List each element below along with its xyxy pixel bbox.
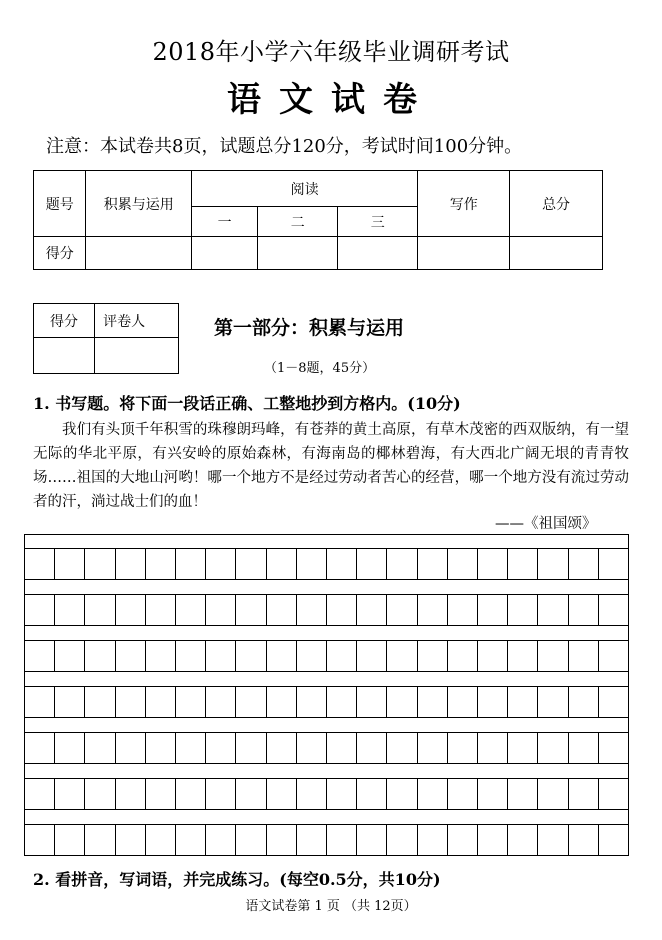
grid-row: [24, 778, 629, 810]
grid-spacer: [24, 718, 629, 732]
grid-cell[interactable]: [146, 595, 176, 625]
grid-cell[interactable]: [236, 549, 266, 579]
exam-subtitle: 语文试卷: [227, 80, 435, 120]
grid-cell[interactable]: [327, 641, 357, 671]
grid-cell[interactable]: [25, 549, 55, 579]
grid-cell[interactable]: [599, 825, 628, 855]
grid-cell[interactable]: [478, 687, 508, 717]
passage-text: 我们有头顶千年积雪的珠穆朗玛峰，有苍莽的黄土高原，有草木茂密的西双版纳，有一望无际的华北平原，有兴安岭的原始森林，有海南岛的椰林碧海，有大西北广阔无垠的青青牧场……祖国的大地山河哟！哪一个地方不是经过劳动者苦心的经营，哪一个地方没有流过劳动者的汗，淌过战士们的血！: [33, 422, 629, 510]
exam-notice: 注意：本试卷共8页，试题总分120分，考试时间100分钟。: [46, 136, 523, 157]
question-1-heading: 1. 书写题。将下面一段话正确、工整地抄到方格内。(10分): [33, 394, 461, 413]
grid-cell[interactable]: [538, 641, 568, 671]
item-number-label: 题号: [34, 171, 86, 237]
grid-cell[interactable]: [357, 641, 387, 671]
part-note: （1－8题，45分）: [264, 361, 376, 376]
grid-cell[interactable]: [508, 687, 538, 717]
grid-cell[interactable]: [85, 733, 115, 763]
grid-cell[interactable]: [25, 687, 55, 717]
grid-cell[interactable]: [25, 641, 55, 671]
grid-cell[interactable]: [357, 733, 387, 763]
grid-cell[interactable]: [236, 641, 266, 671]
reading-sub-1: 一: [192, 207, 258, 237]
grid-row: [24, 640, 629, 672]
grid-cell[interactable]: [538, 595, 568, 625]
grid-cell[interactable]: [297, 825, 327, 855]
grid-cell[interactable]: [176, 641, 206, 671]
grid-cell[interactable]: [55, 825, 85, 855]
grid-cell[interactable]: [599, 549, 628, 579]
grid-cell[interactable]: [297, 733, 327, 763]
grid-cell[interactable]: [55, 549, 85, 579]
grid-cell[interactable]: [478, 825, 508, 855]
grid-cell[interactable]: [387, 733, 417, 763]
grid-row: [24, 732, 629, 764]
reading-sub-2: 二: [258, 207, 338, 237]
total-header: 总分: [510, 171, 603, 237]
grid-cell[interactable]: [448, 549, 478, 579]
grid-cell[interactable]: [236, 825, 266, 855]
exam-title: 2018年小学六年级毕业调研考试: [152, 38, 510, 66]
grid-cell[interactable]: [357, 687, 387, 717]
grid-cell[interactable]: [206, 733, 236, 763]
grid-cell[interactable]: [418, 687, 448, 717]
page-footer: 语文试卷第 1 页 （共 12页）: [245, 899, 417, 914]
grid-cell[interactable]: [146, 549, 176, 579]
grid-cell[interactable]: [569, 549, 599, 579]
grid-cell[interactable]: [176, 779, 206, 809]
grid-spacer: [24, 764, 629, 778]
grid-cell[interactable]: [569, 825, 599, 855]
score-cell-writing[interactable]: [418, 237, 510, 270]
grid-cell[interactable]: [146, 687, 176, 717]
grid-cell[interactable]: [267, 779, 297, 809]
grid-cell[interactable]: [297, 687, 327, 717]
grid-spacer: [24, 534, 629, 548]
grid-cell[interactable]: [478, 549, 508, 579]
grid-cell[interactable]: [116, 825, 146, 855]
grid-cell[interactable]: [146, 733, 176, 763]
grid-cell[interactable]: [25, 595, 55, 625]
question-2-heading: 2. 看拼音，写词语，并完成练习。(每空0.5分，共10分): [33, 870, 441, 889]
grid-cell[interactable]: [387, 641, 417, 671]
grid-cell[interactable]: [55, 641, 85, 671]
grid-cell[interactable]: [357, 779, 387, 809]
grid-cell[interactable]: [599, 687, 628, 717]
grid-cell[interactable]: [538, 825, 568, 855]
grid-cell[interactable]: [267, 733, 297, 763]
grid-cell[interactable]: [538, 779, 568, 809]
grid-cell[interactable]: [538, 733, 568, 763]
grid-cell[interactable]: [569, 687, 599, 717]
grid-cell[interactable]: [116, 733, 146, 763]
grid-cell[interactable]: [478, 779, 508, 809]
grid-cell[interactable]: [569, 641, 599, 671]
grid-cell[interactable]: [55, 779, 85, 809]
grid-cell[interactable]: [267, 549, 297, 579]
writing-grid: [24, 534, 629, 862]
grid-cell[interactable]: [599, 733, 628, 763]
grid-cell[interactable]: [85, 641, 115, 671]
grid-cell[interactable]: [327, 595, 357, 625]
grid-cell[interactable]: [599, 779, 628, 809]
grid-cell[interactable]: [206, 825, 236, 855]
grid-cell[interactable]: [418, 549, 448, 579]
grid-cell[interactable]: [176, 687, 206, 717]
grid-cell[interactable]: [85, 595, 115, 625]
score-cell-reading-1[interactable]: [192, 237, 258, 270]
grader-score-label: 得分: [34, 304, 95, 338]
grid-cell[interactable]: [206, 549, 236, 579]
grid-cell[interactable]: [116, 779, 146, 809]
grid-cell[interactable]: [599, 641, 628, 671]
grid-cell[interactable]: [448, 595, 478, 625]
grid-row: [24, 594, 629, 626]
score-row-label: 得分: [34, 237, 86, 270]
score-table: [33, 170, 603, 270]
grid-cell[interactable]: [267, 687, 297, 717]
grid-cell[interactable]: [267, 825, 297, 855]
grid-cell[interactable]: [357, 549, 387, 579]
grid-cell[interactable]: [418, 779, 448, 809]
grid-cell[interactable]: [387, 687, 417, 717]
grid-cell[interactable]: [448, 825, 478, 855]
grid-cell[interactable]: [206, 779, 236, 809]
grid-cell[interactable]: [146, 641, 176, 671]
grid-cell[interactable]: [85, 549, 115, 579]
grid-cell[interactable]: [448, 733, 478, 763]
reading-sub-3: 三: [338, 207, 418, 237]
grid-cell[interactable]: [538, 549, 568, 579]
grid-cell[interactable]: [55, 687, 85, 717]
part-heading: 第一部分：积累与运用: [214, 317, 405, 339]
grid-cell[interactable]: [387, 825, 417, 855]
grid-cell[interactable]: [508, 733, 538, 763]
grid-cell[interactable]: [327, 779, 357, 809]
grid-cell[interactable]: [297, 549, 327, 579]
grid-cell[interactable]: [478, 595, 508, 625]
grid-cell[interactable]: [116, 641, 146, 671]
grid-cell[interactable]: [25, 779, 55, 809]
grid-cell[interactable]: [599, 595, 628, 625]
grid-cell[interactable]: [85, 687, 115, 717]
grid-spacer: [24, 626, 629, 640]
writing-header: 写作: [418, 171, 510, 237]
grid-cell[interactable]: [357, 595, 387, 625]
grid-cell[interactable]: [478, 733, 508, 763]
grid-cell[interactable]: [116, 595, 146, 625]
grid-cell[interactable]: [508, 549, 538, 579]
grid-cell[interactable]: [25, 825, 55, 855]
grid-cell[interactable]: [327, 733, 357, 763]
grid-cell[interactable]: [206, 595, 236, 625]
grid-cell[interactable]: [236, 595, 266, 625]
grid-cell[interactable]: [448, 779, 478, 809]
grid-row: [24, 824, 629, 856]
grid-cell[interactable]: [508, 825, 538, 855]
grid-cell[interactable]: [508, 595, 538, 625]
grid-cell[interactable]: [176, 595, 206, 625]
grid-cell[interactable]: [116, 687, 146, 717]
grid-cell[interactable]: [538, 687, 568, 717]
grid-cell[interactable]: [236, 779, 266, 809]
grid-cell[interactable]: [85, 779, 115, 809]
accumulation-header: 积累与运用: [86, 171, 192, 237]
grid-spacer: [24, 580, 629, 594]
grid-cell[interactable]: [267, 595, 297, 625]
grader-score-cell[interactable]: [34, 338, 95, 374]
score-cell-total[interactable]: [510, 237, 603, 270]
question-1-passage: [33, 418, 629, 514]
grid-cell[interactable]: [176, 825, 206, 855]
grid-cell[interactable]: [55, 733, 85, 763]
score-cell-reading-3[interactable]: [338, 237, 418, 270]
grader-name-label: 评卷人: [95, 304, 179, 338]
grid-cell[interactable]: [418, 595, 448, 625]
grid-cell[interactable]: [387, 549, 417, 579]
grid-cell[interactable]: [297, 641, 327, 671]
grid-cell[interactable]: [569, 733, 599, 763]
grid-cell[interactable]: [146, 825, 176, 855]
grid-cell[interactable]: [206, 687, 236, 717]
grid-cell[interactable]: [116, 549, 146, 579]
grid-cell[interactable]: [478, 641, 508, 671]
grid-cell[interactable]: [176, 733, 206, 763]
score-cell-reading-2[interactable]: [258, 237, 338, 270]
grid-cell[interactable]: [508, 779, 538, 809]
grid-cell[interactable]: [206, 641, 236, 671]
grid-cell[interactable]: [55, 595, 85, 625]
grid-cell[interactable]: [327, 549, 357, 579]
grid-cell[interactable]: [236, 687, 266, 717]
grid-cell[interactable]: [418, 641, 448, 671]
grid-cell[interactable]: [508, 641, 538, 671]
grid-cell[interactable]: [25, 733, 55, 763]
grid-cell[interactable]: [267, 641, 297, 671]
grid-cell[interactable]: [176, 549, 206, 579]
score-cell-accumulation[interactable]: [86, 237, 192, 270]
grid-cell[interactable]: [569, 595, 599, 625]
grid-cell[interactable]: [327, 687, 357, 717]
grid-spacer: [24, 672, 629, 686]
grader-table: [33, 303, 179, 374]
grid-cell[interactable]: [418, 825, 448, 855]
grid-cell[interactable]: [327, 825, 357, 855]
grid-row: [24, 548, 629, 580]
grid-cell[interactable]: [387, 779, 417, 809]
grid-cell[interactable]: [418, 733, 448, 763]
grid-cell[interactable]: [448, 687, 478, 717]
grid-spacer: [24, 810, 629, 824]
grid-cell[interactable]: [297, 779, 327, 809]
grid-cell[interactable]: [146, 779, 176, 809]
grid-cell[interactable]: [236, 733, 266, 763]
grid-cell[interactable]: [569, 779, 599, 809]
grid-cell[interactable]: [387, 595, 417, 625]
grid-cell[interactable]: [85, 825, 115, 855]
grid-cell[interactable]: [448, 641, 478, 671]
passage-source: ——《祖国颂》: [495, 516, 597, 532]
grader-name-cell[interactable]: [95, 338, 179, 374]
grid-cell[interactable]: [297, 595, 327, 625]
grid-row: [24, 686, 629, 718]
reading-header: 阅读: [192, 171, 418, 207]
grid-cell[interactable]: [357, 825, 387, 855]
